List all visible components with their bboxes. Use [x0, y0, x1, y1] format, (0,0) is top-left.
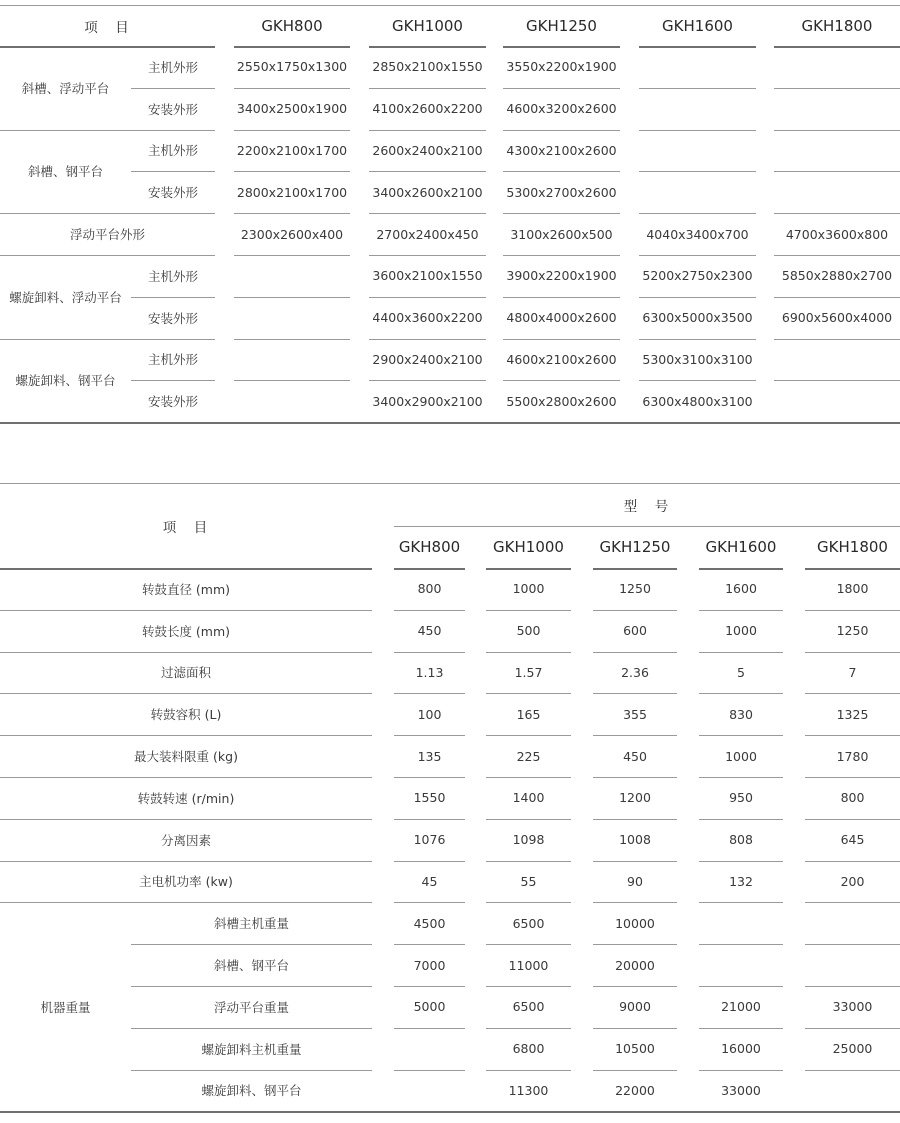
table2-value-cell: 6500 [512, 999, 545, 1015]
table2-value-cell [394, 1070, 465, 1112]
table1-row-label: 安装外形 [147, 394, 198, 410]
table2-value-cell: 1800 [836, 581, 869, 597]
table1-value-cell: 2850x2100x1550 [372, 59, 483, 75]
table2-value-cell: 22000 [615, 1082, 655, 1098]
table2-row-label: 转鼓直径 (mm) [141, 581, 231, 597]
table1-group-label: 螺旋卸料、浮动平台 [9, 289, 122, 305]
table2-value-cell: 1000 [512, 581, 545, 597]
table1-value-cell: 2600x2400x2100 [372, 142, 483, 158]
table2-value-cell: 100 [417, 706, 442, 722]
table1-value-cell [774, 339, 900, 381]
table2-value-cell: 45 [421, 873, 438, 889]
table2-value-cell: 950 [729, 790, 753, 806]
table2-value-cell: 645 [840, 832, 865, 848]
table1-header-model: GKH1600 [662, 16, 733, 35]
table1-value-cell [774, 380, 900, 422]
table1-value-cell: 5300x2700x2600 [506, 184, 617, 200]
table1-group-label: 螺旋卸料、钢平台 [15, 373, 116, 389]
table1-value-cell [774, 171, 900, 213]
table2-row-label: 过滤面积 [160, 665, 211, 681]
table2-value-cell: 6500 [512, 915, 545, 931]
table1-value-cell: 4400x3600x2200 [372, 310, 483, 326]
table2-value-cell: 21000 [721, 999, 761, 1015]
table2-value-cell: 1250 [836, 623, 869, 639]
table1-value-cell [234, 339, 350, 381]
table2-row-label: 最大装料限重 (kg) [134, 749, 238, 765]
table2-value-cell: 9000 [619, 999, 651, 1015]
table2-value-cell: 1250 [619, 581, 651, 597]
table2-value-cell: 55 [520, 873, 537, 889]
table2-value-cell: 450 [623, 748, 647, 764]
table1-value-cell: 4300x2100x2600 [506, 142, 617, 158]
table1-row-label: 主机外形 [147, 143, 198, 159]
table2-value-cell [805, 1070, 900, 1112]
table2-value-cell: 1600 [725, 581, 757, 597]
table1-row-label: 安装外形 [147, 101, 198, 117]
table1-value-cell: 3400x2500x1900 [236, 101, 348, 117]
table2-value-cell: 1076 [413, 832, 446, 848]
table2-value-cell: 20000 [615, 957, 655, 973]
table2-header-model: GKH1800 [817, 538, 888, 556]
table2-value-cell: 5 [737, 664, 745, 680]
table2-value-cell: 132 [729, 873, 753, 889]
table2-value-cell: 1325 [836, 706, 869, 722]
table1-value-cell: 4600x2100x2600 [506, 351, 617, 367]
table2-header-group: 型 号 [623, 498, 671, 515]
table2-value-cell: 1550 [413, 790, 446, 806]
table2-value-cell: 830 [729, 706, 753, 722]
table2-value-cell: 450 [417, 623, 442, 639]
table2-value-cell: 7000 [413, 957, 446, 973]
table2-value-cell: 11300 [508, 1082, 549, 1098]
table1-row-label: 主机外形 [147, 352, 198, 368]
table2-value-cell [805, 902, 900, 944]
table2-value-cell: 33000 [832, 999, 873, 1015]
table2-header-model: GKH1000 [493, 538, 564, 556]
table2-value-cell: 4500 [413, 915, 446, 931]
table2-value-cell [699, 944, 783, 986]
table1-value-cell: 5200x2750x2300 [642, 268, 753, 284]
table1-group-label: 斜槽、浮动平台 [21, 80, 110, 96]
table2-value-cell [805, 944, 900, 986]
table2-header-item: 项 目 [162, 519, 210, 536]
table1-row-label: 主机外形 [147, 59, 198, 75]
table1-value-cell: 2900x2400x2100 [372, 351, 483, 367]
table2-row-label: 转鼓转速 (r/min) [137, 790, 235, 806]
table1-header-item: 项 目 [84, 19, 131, 36]
table1-row-label: 安装外形 [147, 310, 198, 326]
table1-value-cell: 5850x2880x2700 [781, 268, 893, 284]
table1-value-cell: 2200x2100x1700 [236, 142, 348, 158]
table2-value-cell: 200 [840, 873, 865, 889]
table2-value-cell: 135 [417, 748, 442, 764]
table2-value-cell: 25000 [832, 1041, 873, 1057]
table1-value-cell: 5300x3100x3100 [642, 351, 753, 367]
table2-value-cell [699, 902, 783, 944]
table1-value-cell: 6900x5600x4000 [781, 310, 893, 326]
table1-value-cell: 4600x3200x2600 [506, 101, 617, 117]
table1-header-model: GKH1000 [392, 16, 463, 35]
table2-value-cell: 33000 [721, 1082, 761, 1098]
table1-value-cell [639, 46, 756, 88]
table2-value-cell: 10500 [615, 1041, 655, 1057]
table2-value-cell: 7 [848, 664, 857, 680]
table2-value-cell: 225 [516, 748, 541, 764]
table2-value-cell: 1098 [512, 832, 545, 848]
table2-value-cell: 90 [627, 873, 643, 889]
table1-header-model: GKH800 [261, 16, 323, 35]
table1-value-cell: 2700x2400x450 [376, 226, 479, 242]
table1-value-cell: 5500x2800x2600 [506, 393, 617, 409]
table2-row-label: 主电机功率 (kw) [139, 874, 233, 890]
table1-value-cell [639, 88, 756, 130]
table2-value-cell: 5000 [413, 999, 446, 1015]
table2-value-cell: 1008 [619, 832, 651, 848]
table2-value-cell: 800 [417, 581, 442, 597]
table1-value-cell: 6300x5000x3500 [642, 310, 753, 326]
table1-value-cell [234, 297, 350, 339]
table1-value-cell [774, 130, 900, 172]
table2-header-model: GKH800 [398, 538, 461, 556]
table1-group-label: 浮动平台外形 [69, 227, 145, 243]
table1-value-cell: 3100x2600x500 [510, 226, 613, 242]
table1-value-cell [774, 88, 900, 130]
table2-value-cell: 355 [623, 706, 647, 722]
table2-value-cell: 1780 [836, 748, 869, 764]
table2-value-cell: 6800 [512, 1041, 545, 1057]
table2-value-cell: 1000 [725, 748, 757, 764]
table2-weight-row-label: 斜槽主机重量 [213, 916, 289, 932]
table1-value-cell: 3400x2600x2100 [372, 184, 483, 200]
table2-value-cell: 600 [623, 623, 647, 639]
table1-value-cell: 3900x2200x1900 [506, 268, 617, 284]
table2-value-cell: 1.13 [415, 664, 444, 680]
table1-value-cell [234, 380, 350, 422]
table1-value-cell: 3600x2100x1550 [372, 268, 483, 284]
table1-value-cell [234, 255, 350, 297]
table2-value-cell: 10000 [615, 915, 655, 931]
table2-value-cell [394, 1028, 465, 1070]
table1-value-cell: 4040x3400x700 [646, 226, 749, 242]
table1-value-cell: 4100x2600x2200 [372, 101, 483, 117]
table2-row-label: 转鼓容积 (L) [150, 707, 222, 723]
table2-value-cell: 808 [729, 832, 753, 848]
table1-value-cell: 3550x2200x1900 [506, 59, 617, 75]
table1-bottom-border [0, 422, 900, 424]
table2-bottom-border [0, 1111, 900, 1113]
table1-value-cell [639, 171, 756, 213]
table2-weight-row-label: 螺旋卸料、钢平台 [201, 1083, 302, 1099]
table2-weight-row-label: 浮动平台重量 [213, 999, 289, 1015]
table2-value-cell: 1200 [619, 790, 651, 806]
table2-value-cell: 165 [516, 706, 541, 722]
table1-value-cell: 4800x4000x2600 [506, 310, 617, 326]
table2-weight-row-label: 螺旋卸料主机重量 [201, 1041, 302, 1057]
table2-value-cell: 11000 [508, 957, 549, 973]
table1-value-cell: 2800x2100x1700 [236, 184, 348, 200]
table1-value-cell [774, 46, 900, 88]
table2-value-cell: 800 [840, 790, 865, 806]
table2-weight-row-label: 斜槽、钢平台 [213, 958, 289, 974]
table2-header-model: GKH1250 [599, 538, 671, 556]
table2-value-cell: 500 [516, 623, 541, 639]
table1-header-model: GKH1250 [526, 16, 597, 35]
table1-header-model: GKH1800 [801, 16, 873, 35]
table2-row-label: 分离因素 [160, 832, 211, 848]
table1-row-label: 安装外形 [147, 185, 198, 201]
table2-value-cell: 2.36 [621, 664, 649, 680]
table2-weight-group-label: 机器重量 [40, 999, 91, 1015]
table2-value-cell: 1000 [725, 623, 757, 639]
table1-value-cell [639, 130, 756, 172]
table1-row-label: 主机外形 [147, 268, 198, 284]
table2-value-cell: 1.57 [514, 664, 543, 680]
table2-value-cell: 1400 [512, 790, 545, 806]
table2-header-model: GKH1600 [705, 538, 777, 556]
table1-value-cell: 2300x2600x400 [240, 226, 344, 242]
table1-value-cell: 2550x1750x1300 [236, 59, 348, 75]
table2-value-cell: 16000 [721, 1041, 761, 1057]
table2-row-label: 转鼓长度 (mm) [141, 623, 231, 639]
table1-value-cell: 4700x3600x800 [785, 226, 889, 242]
table1-value-cell: 3400x2900x2100 [372, 393, 483, 409]
table1-group-label: 斜槽、钢平台 [27, 164, 103, 180]
table1-value-cell: 6300x4800x3100 [642, 393, 753, 409]
